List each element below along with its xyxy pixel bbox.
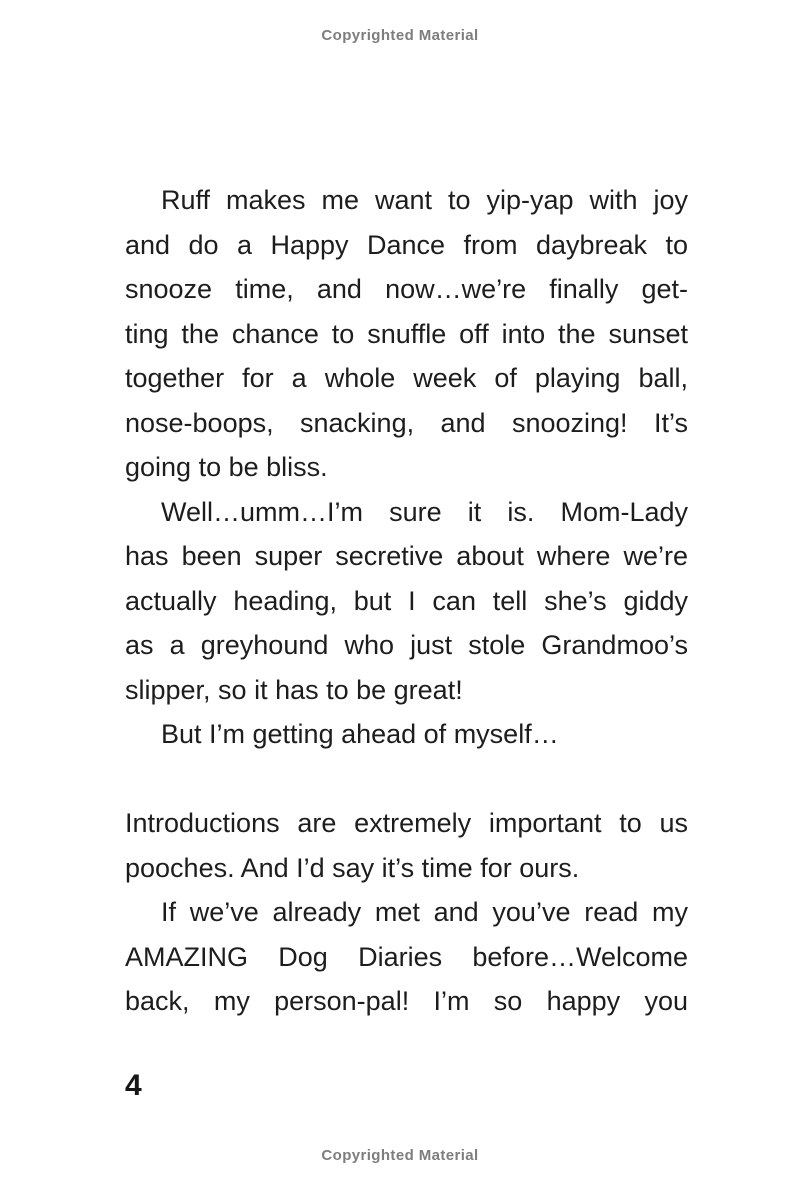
copyright-notice-top: Copyrighted Material xyxy=(321,27,479,44)
text-line: pooches. And I’d say it’s time for ours. xyxy=(125,852,580,883)
text-line: nose-boops, snacking, and snoozing! It’s xyxy=(125,407,688,438)
paragraph xyxy=(125,490,688,713)
page-number: 4 xyxy=(125,1069,142,1102)
paragraph xyxy=(125,890,688,1024)
text-line: snooze time, and now…we’re finally get- xyxy=(125,274,688,304)
text-line: Introductions are extremely important to us xyxy=(125,808,688,838)
text-line: has been super secretive about where we’re xyxy=(125,541,688,571)
text-line: actually heading, but I can tell she’s giddy xyxy=(125,585,688,616)
paragraph xyxy=(125,178,688,490)
text-line: But I’m getting ahead of myself… xyxy=(161,719,559,749)
text-line: Well…umm…I’m sure it is. Mom-Lady xyxy=(161,496,688,527)
copyright-notice-bottom: Copyrighted Material xyxy=(321,1147,479,1164)
text-line: as a greyhound who just stole Grandmoo’s xyxy=(125,630,688,660)
text-line: and do a Happy Dance from daybreak to xyxy=(125,229,688,260)
paragraph xyxy=(125,712,688,757)
text-line: AMAZING Dog Diaries before…Welcome xyxy=(125,941,688,972)
text-line: If we’ve already met and you’ve read my xyxy=(161,897,688,927)
paragraph xyxy=(125,801,688,890)
section-break-spacer xyxy=(125,757,688,802)
body-text-block xyxy=(125,178,688,1024)
text-line: together for a whole week of playing ball, xyxy=(125,363,688,393)
text-line: back, my person-pal! I’m so happy you xyxy=(125,986,688,1016)
text-line: slipper, so it has to be great! xyxy=(125,674,463,705)
text-line: going to be bliss. xyxy=(125,452,328,482)
text-line: Ruff makes me want to yip-yap with joy xyxy=(161,185,688,215)
text-line: ting the chance to snuffle off into the sunset xyxy=(125,318,688,349)
